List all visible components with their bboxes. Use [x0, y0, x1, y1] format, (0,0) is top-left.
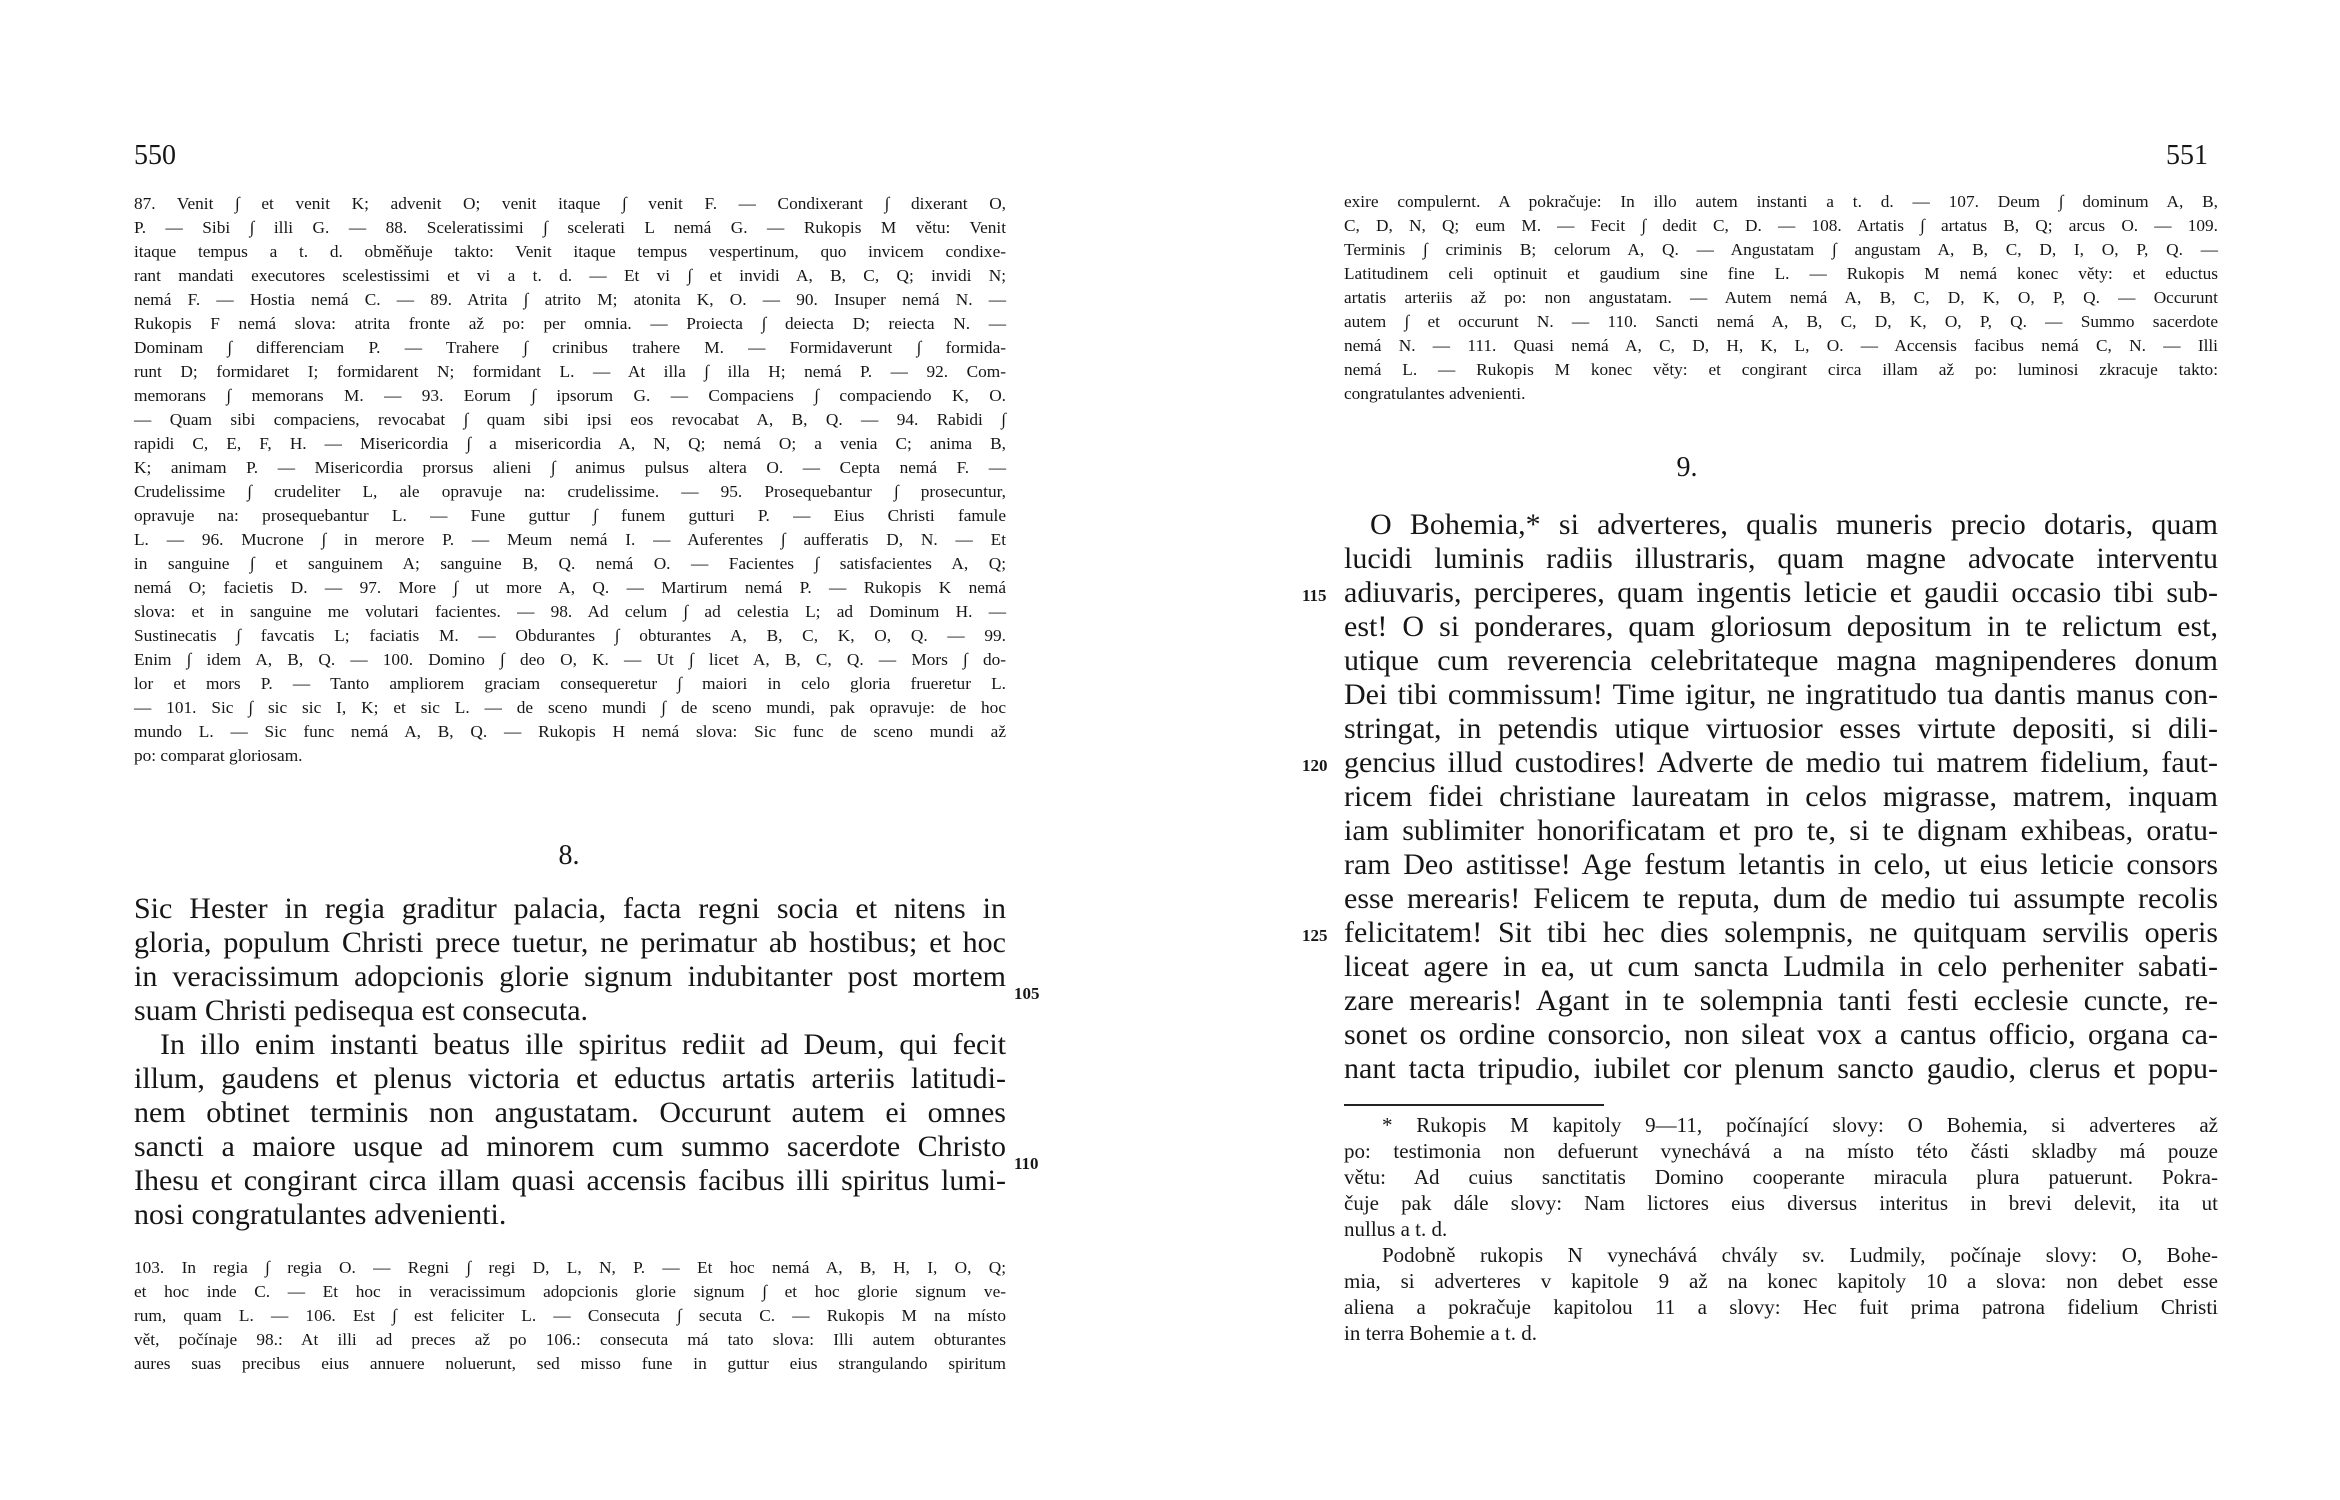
apparatus-line: Enim ∫ idem A, B, Q. — 100. Domino ∫ deo O, K. — Ut ∫ licet A, B, C, Q. — Mors ∫ do-: [134, 650, 1006, 669]
apparatus-line: rapidi C, E, F, H. — Misericordia ∫ a misericordia A, N, Q; nemá O; a venia C; anima B,: [134, 434, 1006, 453]
apparatus-line: opravuje na: prosequebantur L. — Fune guttur ∫ funem gutturi P. — Eius Christi famule: [134, 506, 1006, 525]
apparatus-line: P. — Sibi ∫ illi G. — 88. Sceleratissimi ∫ scelerati L nemá G. — Rukopis M větu: Venit: [134, 218, 1006, 237]
text-line: Ihesu et congirant circa illam quasi accensis facibus illi spiritus lumi-: [134, 1164, 1006, 1197]
footnote-line: čuje pak dále slovy: Nam lictores eius diversus interitus in brevi delevit, ita ut: [1344, 1191, 2218, 1215]
text-line: gloria, populum Christi prece tuetur, ne perimatur ab hostibus; et hoc: [134, 926, 1006, 959]
footnote-line: nullus a t. d.: [1344, 1217, 1448, 1241]
text-line: Dei tibi commissum! Time igitur, ne ingratitudo tua dantis manus con-: [1344, 678, 2218, 711]
text-line: zare merearis! Agant in te solempnia tanti festi ecclesie cuncte, re-: [1344, 984, 2218, 1017]
apparatus-line: nemá L. — Rukopis M konec věty: et congirant circa illam až po: luminosi zkracuje takto:: [1344, 360, 2218, 379]
apparatus-line: Terminis ∫ criminis B; celorum A, Q. — Angustatam ∫ angustam A, B, C, D, I, O, P, Q. —: [1344, 240, 2218, 259]
apparatus-line: exire compulernt. A pokračuje: In illo autem instanti a t. d. — 107. Deum ∫ dominum A, B,: [1344, 192, 2218, 211]
text-line: sonet os ordine consorcio, non sileat vox a cantus officio, organa ca-: [1344, 1018, 2218, 1051]
apparatus-line: K; animam P. — Misericordia prorsus alieni ∫ animus pulsus altera O. — Cepta nemá F. —: [134, 458, 1006, 477]
text-line: In illo enim instanti beatus ille spiritus rediit ad Deum, qui fecit: [160, 1028, 1006, 1061]
text-line: ram Deo astitisse! Age festum letantis in celo, ut eius leticie consors: [1344, 848, 2218, 881]
apparatus-line: artatis arteriis až po: non angustatam. — Autem nemá A, B, C, D, K, O, P, Q. — Occurunt: [1344, 288, 2218, 307]
apparatus-line: L. — 96. Mucrone ∫ in merore P. — Meum nemá I. — Auferentes ∫ aufferatis D, N. — Et: [134, 530, 1006, 549]
apparatus-line: nemá O; facietis D. — 97. More ∫ ut more A, Q. — Martirum nemá P. — Rukopis K nemá: [134, 578, 1006, 597]
apparatus-line: aures suas precibus eius annuere noluerunt, sed misso fune in guttur eius strangulando spiritum: [134, 1354, 1006, 1373]
apparatus-line: C, D, N, Q; eum M. — Fecit ∫ dedit C, D. — 108. Artatis ∫ artatus B, Q; arcus O. — 109.: [1344, 216, 2218, 235]
text-line: adiuvaris, perciperes, quam ingentis leticie et gaudii occasio tibi sub-: [1344, 576, 2218, 609]
footnote-line: * Rukopis M kapitoly 9—11, počínající slovy: O Bohemia, si adverteres až: [1382, 1113, 2218, 1137]
critical-apparatus-top: [1344, 190, 2218, 406]
text-line: est! O si ponderares, quam gloriosum depositum in te relictum est,: [1344, 610, 2218, 643]
text-line: illum, gaudens et plenus victoria et eductus artatis arteriis latitudi-: [134, 1062, 1006, 1095]
page-number: 551: [2166, 140, 2208, 171]
apparatus-line: rum, quam L. — 106. Est ∫ est feliciter L. — Consecuta ∫ secuta C. — Rukopis M na místo: [134, 1306, 1006, 1325]
apparatus-line: vět, počínaje 98.: At illi ad preces až po 106.: consecuta má tato slova: Illi autem obturantes: [134, 1330, 1006, 1349]
apparatus-line: Crudelissime ∫ crudeliter L, ale opravuje na: crudelissime. — 95. Prosequebantur ∫ prosecuntur,: [134, 482, 1006, 501]
text-line: Sic Hester in regia graditur palacia, facta regni socia et nitens in: [134, 892, 1006, 925]
apparatus-line: memorans ∫ memorans M. — 93. Eorum ∫ ipsorum G. — Compaciens ∫ compaciendo K, O.: [134, 386, 1006, 405]
apparatus-line: rant mandati executores scelestissimi et vi a t. d. — Et vi ∫ et invidi A, B, C, Q; invidi N;: [134, 266, 1006, 285]
main-text: [1344, 508, 2218, 1086]
line-number: 115: [1302, 586, 1327, 605]
apparatus-line: lor et mors P. — Tanto ampliorem graciam consequeretur ∫ maiori in celo gloria frueretur L.: [134, 674, 1006, 693]
apparatus-line: slova: et in sanguine me volutari facientes. — 98. Ad celum ∫ ad celestia L; ad Dominum H. —: [134, 602, 1006, 621]
apparatus-line: runt D; formidaret I; formidarent N; formidant L. — At illa ∫ illa H; nemá P. — 92. Com-: [134, 362, 1006, 381]
page-number: 550: [134, 140, 176, 171]
text-line: stringat, in petendis utique virtuosior esses virtute depositi, si dili-: [1344, 712, 2218, 745]
section-number: 8.: [558, 840, 580, 871]
text-line: nosi congratulantes advenienti.: [134, 1198, 507, 1231]
footnote-divider: [1344, 1104, 1604, 1106]
apparatus-line: — Quam sibi compaciens, revocabat ∫ quam sibi ipsi eos revocabat A, B, Q. — 94. Rabidi ∫: [134, 410, 1006, 429]
apparatus-line: Latitudinem celi optinuit et gaudium sine fine L. — Rukopis M nemá konec věty: et eductus: [1344, 264, 2218, 283]
apparatus-line: autem ∫ et occurunt N. — 110. Sancti nemá A, B, C, D, K, O, P, Q. — Summo sacerdote: [1344, 312, 2218, 331]
line-number: 105: [1014, 984, 1040, 1003]
apparatus-line: Rukopis F nemá slova: atrita fronte až po: per omnia. — Proiecta ∫ deiecta D; reiecta N. —: [134, 314, 1006, 333]
apparatus-line: — 101. Sic ∫ sic sic I, K; et sic L. — de sceno mundi ∫ de sceno mundi, pak opravuje: de hoc: [134, 698, 1006, 717]
text-line: in veracissimum adopcionis glorie signum indubitanter post mortem: [134, 960, 1006, 993]
footnote: [1344, 1112, 2218, 1346]
apparatus-line: po: comparat gloriosam.: [134, 746, 303, 765]
apparatus-line: 87. Venit ∫ et venit K; advenit O; venit itaque ∫ venit F. — Condixerant ∫ dixerant O,: [134, 194, 1006, 213]
footnote-line: aliena a pokračuje kapitolou 11 a slovy: Hec fuit prima patrona fidelium Christi: [1344, 1295, 2218, 1319]
line-number: 110: [1014, 1154, 1039, 1173]
section-number: 9.: [1676, 452, 1698, 483]
right-page: [1170, 0, 2340, 1500]
apparatus-line: congratulantes advenienti.: [1344, 384, 1526, 403]
text-line: gencius illud custodires! Adverte de medio tui matrem fidelium, faut-: [1344, 746, 2218, 779]
footnote-line: po: testimonia non defuerunt vynechává a na místo této části skladby má pouze: [1344, 1139, 2218, 1163]
text-line: liceat agere in ea, ut cum sancta Ludmila in celo perheniter sabati-: [1344, 950, 2218, 983]
text-line: nant tacta tripudio, iubilet cor plenum sancto gaudio, clerus et popu-: [1344, 1052, 2218, 1085]
apparatus-line: et hoc inde C. — Et hoc in veracissimum adopcionis glorie signum ∫ et hoc glorie signum ve-: [134, 1282, 1006, 1301]
line-number: 120: [1302, 756, 1328, 775]
text-line: ricem fidei christiane laureatam in celos migrasse, matrem, inquam: [1344, 780, 2218, 813]
text-line: O Bohemia,* si adverteres, qualis muneris precio dotaris, quam: [1370, 508, 2218, 541]
text-line: nem obtinet terminis non angustatam. Occurunt autem ei omnes: [134, 1096, 1006, 1129]
text-line: felicitatem! Sit tibi hec dies solempnis, ne quitquam servilis operis: [1344, 916, 2218, 949]
apparatus-line: nemá F. — Hostia nemá C. — 89. Atrita ∫ atrito M; atonita K, O. — 90. Insuper nemá N. —: [134, 290, 1006, 309]
text-line: suam Christi pedisequa est consecuta.: [134, 994, 589, 1027]
footnote-line: Podobně rukopis N vynechává chvály sv. Ludmily, počínaje slovy: O, Bohe-: [1382, 1243, 2218, 1267]
apparatus-line: nemá N. — 111. Quasi nemá A, C, D, H, K, L, O. — Accensis facibus nemá C, N. — Illi: [1344, 336, 2218, 355]
text-line: iam sublimiter honorificatam et pro te, si te dignam exhibeas, oratu-: [1344, 814, 2218, 847]
apparatus-line: Dominam ∫ differenciam P. — Trahere ∫ crinibus trahere M. — Formidaverunt ∫ formida-: [134, 338, 1006, 357]
footnote-line: in terra Bohemie a t. d.: [1344, 1321, 1538, 1345]
text-line: lucidi luminis radiis illustraris, quam magne advocate interventu: [1344, 542, 2218, 575]
critical-apparatus-top: [134, 192, 1006, 768]
line-number: 125: [1302, 926, 1328, 945]
text-line: esse merearis! Felicem te reputa, dum de medio tui assumpte recolis: [1344, 882, 2218, 915]
apparatus-line: itaque tempus a t. d. obměňuje takto: Venit itaque tempus vespertinum, quo invicem condixe-: [134, 242, 1006, 261]
text-line: sancti a maiore usque ad minorem cum summo sacerdote Christo: [134, 1130, 1006, 1163]
text-line: utique cum reverencia celebritateque magna magnipenderes donum: [1344, 644, 2218, 677]
apparatus-line: mundo L. — Sic func nemá A, B, Q. — Rukopis H nemá slova: Sic func de sceno mundi až: [134, 722, 1006, 741]
apparatus-line: 103. In regia ∫ regia O. — Regni ∫ regi D, L, N, P. — Et hoc nemá A, B, H, I, O, Q;: [134, 1258, 1006, 1277]
footnote-line: mia, si adverteres v kapitole 9 až na konec kapitoly 10 a slova: non debet esse: [1344, 1269, 2218, 1293]
apparatus-line: Sustinecatis ∫ favcatis L; faciatis M. — Obdurantes ∫ obturantes A, B, C, K, O, Q. — 99.: [134, 626, 1006, 645]
apparatus-line: in sanguine ∫ et sanguinem A; sanguine B, Q. nemá O. — Facientes ∫ satisfacientes A, Q;: [134, 554, 1006, 573]
footnote-line: větu: Ad cuius sanctitatis Domino cooperante miracula plura patuerunt. Pokra-: [1344, 1165, 2218, 1189]
critical-apparatus-bottom: [134, 1256, 1006, 1376]
main-text: [134, 892, 1006, 1232]
